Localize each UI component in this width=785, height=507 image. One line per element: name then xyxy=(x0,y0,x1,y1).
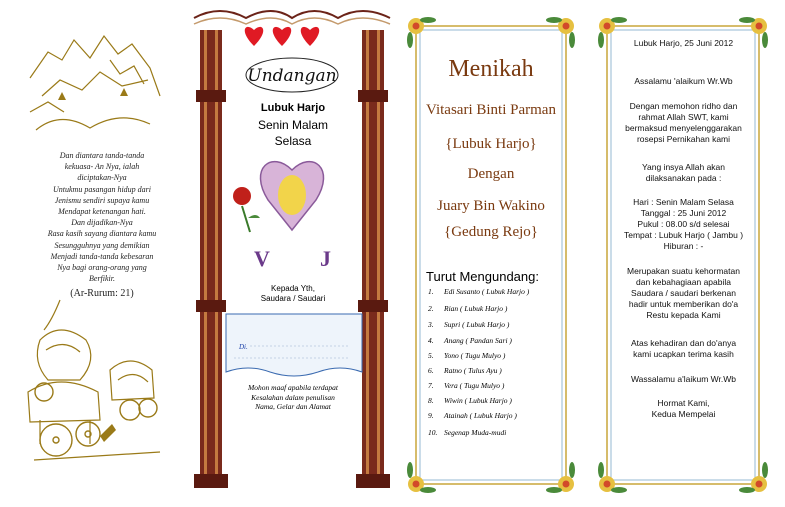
groom-name: Juary Bin Wakino xyxy=(437,198,545,214)
cover-day-line2: Selasa xyxy=(274,134,312,148)
note-line: Mohon maaf apabila terdapat xyxy=(248,383,338,392)
connector-dengan: Dengan xyxy=(467,166,515,182)
heading-menikah: Menikah xyxy=(448,56,534,82)
letter-date: Lubuk Harjo, 25 Juni 2012 xyxy=(633,38,734,48)
verse-line: Mendapat ketenangan hati. xyxy=(58,207,146,217)
initial-left: V xyxy=(254,246,270,271)
guest-item: 2. Rian ( Lubuk Harjo ) xyxy=(428,304,508,313)
cover-panel xyxy=(190,0,395,507)
event-date: Tanggal : 25 Juni 2012 xyxy=(640,208,727,218)
verse-line: Dan diantara tanda-tanda xyxy=(59,151,145,160)
apology-note xyxy=(226,383,360,412)
recipient-line: Kepada Yth, xyxy=(271,284,315,293)
verse-line: Berfikir. xyxy=(89,274,115,284)
verse-text xyxy=(32,150,172,284)
verse-line: Rasa kasih sayang diantara kamu xyxy=(47,229,157,239)
verse-panel xyxy=(0,0,190,507)
verse-line: Sesungguhnya yang demikian xyxy=(54,240,150,250)
bride-place: {Lubuk Harjo} xyxy=(445,136,537,152)
verse-line: diciptakan-Nya xyxy=(77,173,127,183)
letter-intro: Dengan memohon ridho dan rahmat Allah SWT, kami bermaksud menyelenggarakan rosepsi Pernikahan kami xyxy=(625,101,742,144)
turut-mengundang-label: Turut Mengundang: xyxy=(426,269,539,284)
verse-line: Menjadi tanda-tanda kebesaran xyxy=(50,251,154,261)
verse-line: kekuasa- An Nya, ialah xyxy=(64,162,140,172)
cover-place: Lubuk Harjo xyxy=(260,102,326,114)
letter-signature: Hormat Kami, Kedua Mempelai xyxy=(651,398,716,419)
logo-text: Undangan xyxy=(247,66,337,86)
event-details xyxy=(605,197,762,252)
event-time: Pukul : 08.00 s/d selesai xyxy=(637,219,730,229)
initial-right: J xyxy=(320,246,331,271)
guest-item: 6. Ratno ( Tulus Ayu ) xyxy=(428,366,502,375)
guest-item: 10. Segenap Muda-mudi xyxy=(428,428,507,437)
groom-place: {Gedung Rejo} xyxy=(444,224,538,240)
guest-item: 9. Atainah ( Lubuk Harjo ) xyxy=(428,411,517,420)
recipient-block xyxy=(238,284,348,304)
letter-will: Yang insya Allah akan dilaksanakan pada : xyxy=(641,162,725,183)
guest-item: 7. Vera ( Tugu Mulyo ) xyxy=(428,381,505,390)
verse-line: Nya bagi orang-orang yang xyxy=(57,263,147,273)
recipient-line: Saudara / Saudari xyxy=(260,294,326,303)
event-day: Hari : Senin Malam Selasa xyxy=(633,197,734,207)
undangan-logo xyxy=(242,54,342,96)
bride-name: Vitasari Binti Parman xyxy=(426,102,556,118)
guest-item: 5. Yono ( Tugu Mulyo ) xyxy=(428,351,506,360)
address-prefix: Di. xyxy=(239,343,248,351)
letter-greeting: Assalamu 'alaikum Wr.Wb xyxy=(634,76,733,86)
letter-panel xyxy=(595,0,772,507)
note-line: Nama, Gelar dan Alamat xyxy=(255,402,331,411)
event-entertainment: Hiburan : - xyxy=(663,241,704,251)
note-line: Kesalahan dalam penulisan xyxy=(251,392,335,402)
verse-source: (Ar-Rurum: 21) xyxy=(70,288,134,299)
guest-item: 4. Anang ( Pandan Sari ) xyxy=(428,336,512,345)
guest-item: 8. Wiwin ( Lubuk Harjo ) xyxy=(428,396,512,405)
verse-line: Untukmu pasangan hidup dari xyxy=(53,184,151,194)
couple-panel xyxy=(402,0,580,507)
letter-closing: Wassalamu a'laikum Wr.Wb xyxy=(630,374,737,384)
letter-honor: Merupakan suatu kehormatan dan kebahagiaan apabila Saudara / saudari berkenan hadir untuk memberikan do'a Restu kepada Kami xyxy=(627,266,740,320)
event-place: Tempat : Lubuk Harjo ( Jambu ) xyxy=(623,230,744,240)
verse-line: Dan dijadikan-Nya xyxy=(71,218,133,228)
cover-day-line1: Senin Malam xyxy=(257,118,329,132)
guest-item: 1. Edi Susanto ( Lubuk Harjo ) xyxy=(428,287,530,296)
guest-item: 3. Supri ( Lubuk Harjo ) xyxy=(428,320,510,329)
verse-line: Jenismu sendiri supaya kamu xyxy=(54,195,150,205)
letter-thanks: Atas kehadiran dan do'anya kami ucapkan terima kasih xyxy=(630,338,737,359)
